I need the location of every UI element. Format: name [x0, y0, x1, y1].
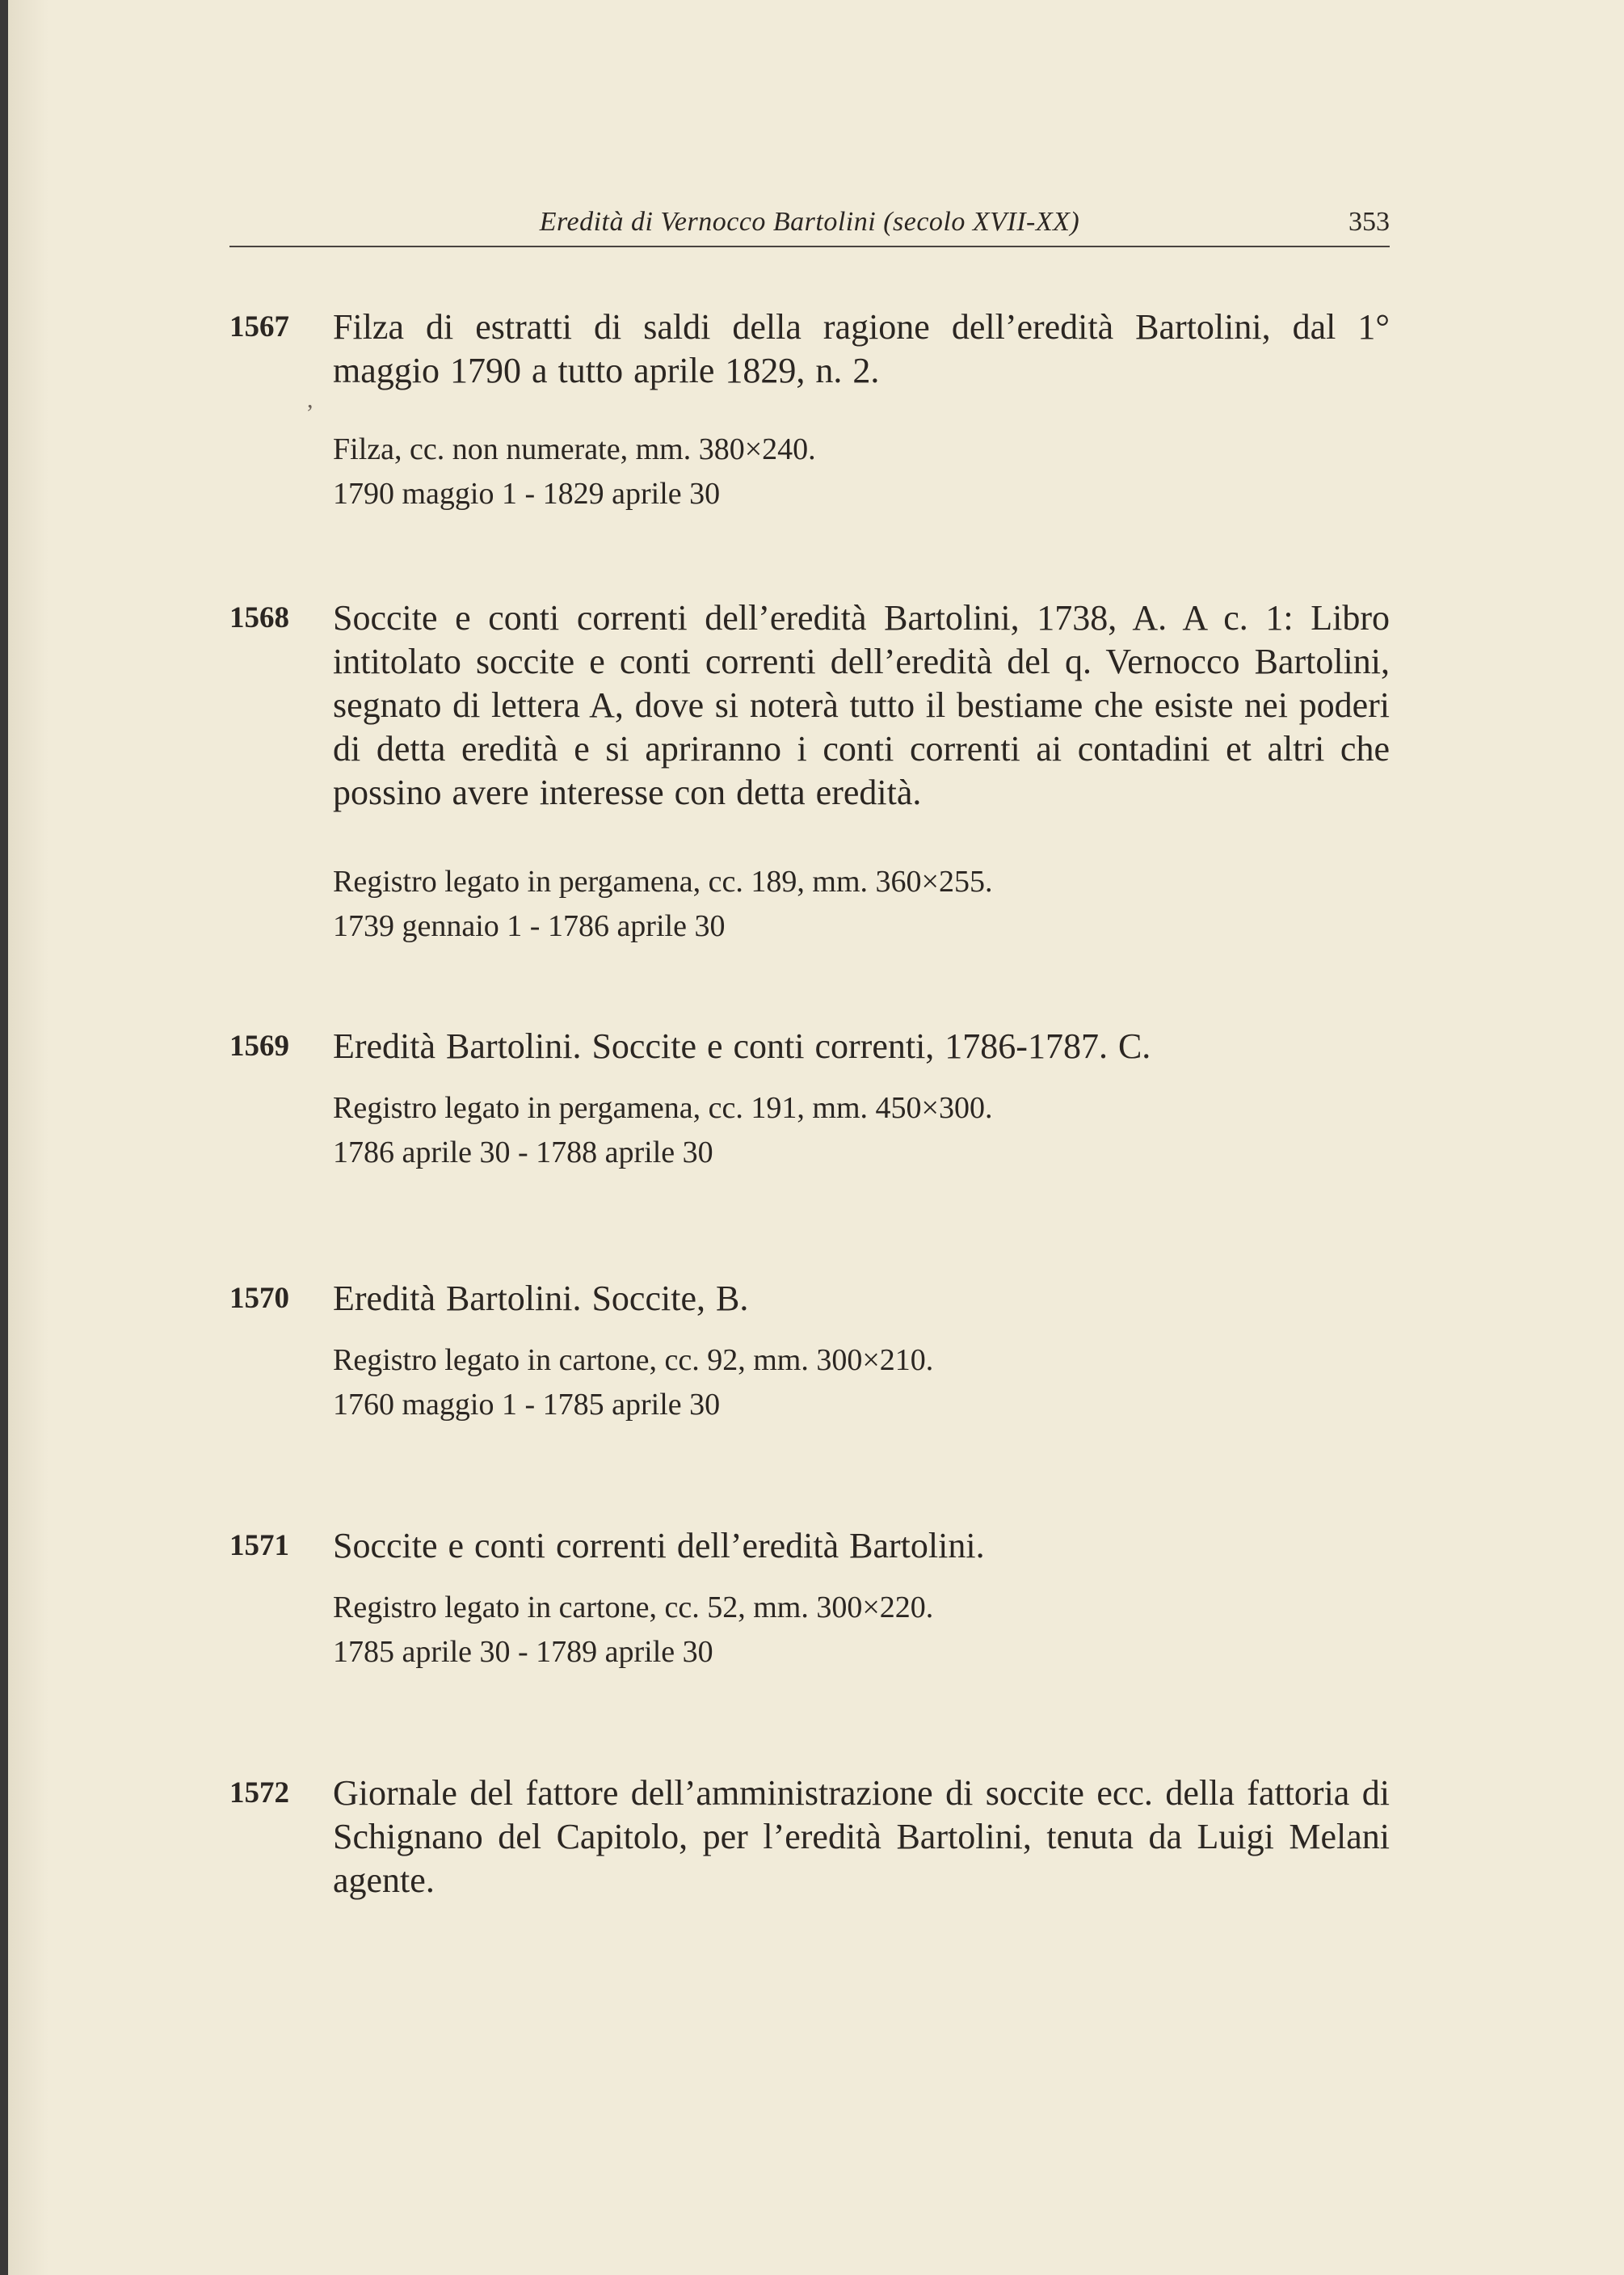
entry-description: Registro legato in pergamena, cc. 189, mm. 360×255.	[333, 865, 993, 899]
running-header	[229, 207, 1390, 247]
entry-title: Soccite e conti correnti dell’eredità Bartolini.	[333, 1526, 985, 1565]
entry-number: 1570	[229, 1282, 289, 1315]
entry-title: Eredità Bartolini. Soccite, B.	[333, 1279, 749, 1318]
entry-description: Registro legato in cartone, cc. 92, mm. 300×210.	[333, 1343, 934, 1377]
entry-dates: 1739 gennaio 1 - 1786 aprile 30	[333, 909, 726, 943]
entry-title: Eredità Bartolini. Soccite e conti correnti, 1786-1787. C.	[333, 1026, 1151, 1066]
gutter-shadow	[8, 0, 48, 2275]
entry-dates: 1760 maggio 1 - 1785 aprile 30	[333, 1388, 721, 1422]
header-title: Eredità di Vernocco Bartolini (secolo XVII-XX)	[539, 207, 1080, 237]
entry-description: Registro legato in cartone, cc. 52, mm. 300×220.	[333, 1590, 934, 1624]
entry-number: 1572	[229, 1776, 289, 1809]
entry-title: Soccite e conti correnti dell’eredità Bartolini, 1738, A. A c. 1: Libro intitolato soccite e conti correnti dell’eredità del q. Vernocco Bartolini, segnato di lettera A, dove si noterà tutto il bestiame che esiste nei poderi di detta eredità e si apriranno i conti correnti ai contadini et altri che possino avere interesse con detta eredità.	[333, 598, 1390, 812]
entry-dates: 1790 maggio 1 - 1829 aprile 30	[333, 477, 721, 511]
entry-dates: 1786 aprile 30 - 1788 aprile 30	[333, 1135, 713, 1169]
entry-title: Filza di estratti di saldi della ragione dell’eredità Bartolini, dal 1° maggio 1790 a tutto aprile 1829, n. 2.	[333, 307, 1390, 390]
stray-mark: ,	[307, 386, 313, 413]
entry-description: Registro legato in pergamena, cc. 191, mm. 450×300.	[333, 1091, 993, 1125]
entry-number: 1571	[229, 1529, 289, 1562]
book-spine	[0, 0, 8, 2275]
entry-description: Filza, cc. non numerate, mm. 380×240.	[333, 432, 816, 466]
entry-number: 1569	[229, 1030, 289, 1063]
entry-dates: 1785 aprile 30 - 1789 aprile 30	[333, 1635, 713, 1669]
entry-number: 1568	[229, 601, 289, 634]
entry-number: 1567	[229, 310, 289, 343]
page-number: 353	[1348, 207, 1390, 237]
entry-title: Giornale del fattore dell’amministrazione di soccite ecc. della fattoria di Schignano del Capitolo, per l’eredità Bartolini, tenuta da Luigi Melani agente.	[333, 1773, 1390, 1900]
